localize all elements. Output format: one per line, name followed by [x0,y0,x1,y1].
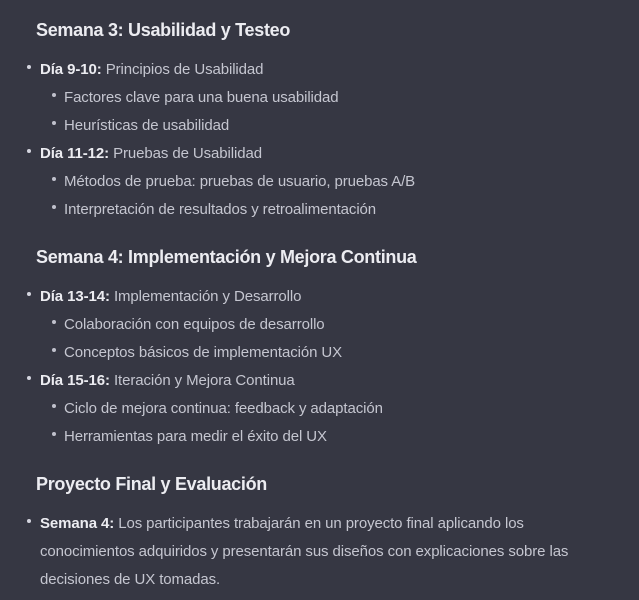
day-topic: Iteración y Mejora Continua [109,372,295,389]
sub-topic: Herramientas para medir el éxito del UX [64,428,327,445]
bullet-icon [52,205,56,209]
bullet-list [0,510,613,594]
day-label: Día 13-14: [40,288,110,305]
sub-topic: Interpretación de resultados y retroalimentación [64,201,377,218]
bullet-icon [52,121,56,125]
section-heading: Proyecto Final y Evaluación [36,474,267,494]
sub-topic: Heurísticas de usabilidad [64,117,230,134]
list-item-sub [0,311,613,339]
bullet-icon [52,320,56,324]
bullet-list [0,56,613,224]
bullet-icon [27,149,31,153]
bullet-icon [52,177,56,181]
sub-topic: Factores clave para una buena usabilidad [64,89,339,106]
bullet-icon [27,65,31,69]
section-semana-3 [0,18,613,224]
sub-topic: Ciclo de mejora continua: feedback y adaptación [64,400,383,417]
list-item-day [0,140,613,168]
list-item-sub [0,112,613,140]
sub-topic: Conceptos básicos de implementación UX [64,344,343,361]
section-heading: Semana 4: Implementación y Mejora Continua [36,247,417,267]
bullet-icon [52,93,56,97]
list-item-sub [0,423,613,451]
week-description: Los participantes trabajarán en un proyecto final aplicando los conocimientos adquiridos y presentarán sus diseños con explicaciones sobre las decisiones de UX tomadas. [40,515,569,588]
bullet-icon [52,348,56,352]
day-label: Día 9-10: [40,61,102,78]
list-item-day [0,283,613,311]
list-item-sub [0,168,613,196]
bullet-icon [27,519,31,523]
section-proyecto-final [0,472,613,594]
list-item-week [0,510,613,594]
day-topic: Implementación y Desarrollo [109,288,302,305]
day-label: Día 11-12: [40,145,110,162]
sub-topic: Métodos de prueba: pruebas de usuario, pruebas A/B [64,173,416,190]
sub-topic: Colaboración con equipos de desarrollo [64,316,325,333]
section-semana-4 [0,245,613,451]
section-heading: Semana 3: Usabilidad y Testeo [36,20,291,40]
list-item-day [0,56,613,84]
list-item-sub [0,196,613,224]
day-label: Día 15-16: [40,372,110,389]
list-item-sub [0,395,613,423]
bullet-icon [52,404,56,408]
bullet-list [0,283,613,451]
list-item-day [0,367,613,395]
list-item-sub [0,339,613,367]
week-label: Semana 4: [40,515,115,532]
bullet-icon [27,376,31,380]
list-item-sub [0,84,613,112]
bullet-icon [27,292,31,296]
day-topic: Pruebas de Usabilidad [109,145,262,162]
day-topic: Principios de Usabilidad [101,61,264,78]
bullet-icon [52,432,56,436]
